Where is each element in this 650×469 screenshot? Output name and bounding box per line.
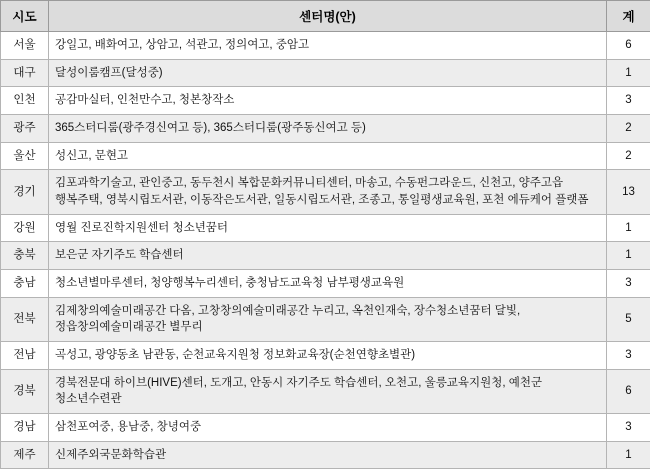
table-row [1,115,650,143]
cell-sido: 대구 [1,59,49,87]
table-row [1,242,650,270]
cell-center-name: 영월 진로진학지원센터 청소년꿈터 [49,214,607,242]
cell-sido: 경북 [1,369,49,413]
cell-center-name: 365스터디룸(광주경신여고 등), 365스터디룸(광주동신여고 등) [49,115,607,143]
cell-center-name: 경북전문대 하이브(HIVE)센터, 도개고, 안동시 자기주도 학습센터, 오천고, 울릉교육지원청, 예천군 청소년수련관 [49,369,607,413]
table-row [1,270,650,298]
cell-count: 6 [607,32,650,60]
cell-center-name: 김제창의예술미래공간 다옴, 고창창의예술미래공간 누리고, 옥천인재숙, 장수청소년꿈터 달빛, 정읍창의예술미래공간 별무리 [49,297,607,341]
table-row [1,342,650,370]
cell-count: 5 [607,297,650,341]
cell-sido: 경남 [1,414,49,442]
cell-count: 3 [607,270,650,298]
cell-sido: 제주 [1,441,49,469]
cell-sido: 경기 [1,170,49,214]
table-row [1,297,650,341]
cell-count: 3 [607,87,650,115]
table-header [1,1,650,32]
table-row [1,170,650,214]
cell-count: 1 [607,59,650,87]
cell-count: 3 [607,414,650,442]
cell-center-name: 신제주외국문화학습관 [49,441,607,469]
cell-count: 1 [607,441,650,469]
table-row [1,32,650,60]
cell-center-name: 청소년별마루센터, 청양행복누리센터, 충청남도교육청 남부평생교육원 [49,270,607,298]
cell-sido: 강원 [1,214,49,242]
cell-count: 2 [607,142,650,170]
table-row [1,59,650,87]
cell-center-name: 김포과학기술고, 관인중고, 동두천시 복합문화커뮤니티센터, 마송고, 수동펀그라운드, 신천고, 양주고읍 행복주택, 영북시립도서관, 이동작은도서관, 일동시립도서관, 조종고, 통일평생교육원, 포천 에듀케어 플랫폼 [49,170,607,214]
cell-sido: 광주 [1,115,49,143]
column-header-center-name: 센터명(안) [49,1,607,32]
cell-count: 1 [607,242,650,270]
cell-center-name: 성신고, 문현고 [49,142,607,170]
cell-count: 2 [607,115,650,143]
cell-center-name: 강일고, 배화여고, 상암고, 석관고, 정의여고, 중암고 [49,32,607,60]
table-row [1,414,650,442]
cell-count: 6 [607,369,650,413]
cell-sido: 울산 [1,142,49,170]
table-row [1,441,650,469]
cell-sido: 전북 [1,297,49,341]
cell-center-name: 곡성고, 광양동초 남관동, 순천교육지원청 정보화교육장(순천연향초별관) [49,342,607,370]
column-header-sido: 시도 [1,1,49,32]
cell-center-name: 공감마실터, 인천만수고, 청본창작소 [49,87,607,115]
cell-sido: 인천 [1,87,49,115]
cell-sido: 서울 [1,32,49,60]
table-row [1,214,650,242]
column-header-count: 계 [607,1,650,32]
cell-sido: 충남 [1,270,49,298]
cell-center-name: 삼천포여중, 용남중, 창녕여중 [49,414,607,442]
table-body [1,32,650,469]
cell-count: 1 [607,214,650,242]
table-row [1,142,650,170]
cell-count: 13 [607,170,650,214]
table-header-row [1,1,650,32]
table-row [1,87,650,115]
cell-center-name: 달성이룸캠프(달성중) [49,59,607,87]
cell-count: 3 [607,342,650,370]
cell-center-name: 보은군 자기주도 학습센터 [49,242,607,270]
table-row [1,369,650,413]
cell-sido: 전남 [1,342,49,370]
cell-sido: 충북 [1,242,49,270]
